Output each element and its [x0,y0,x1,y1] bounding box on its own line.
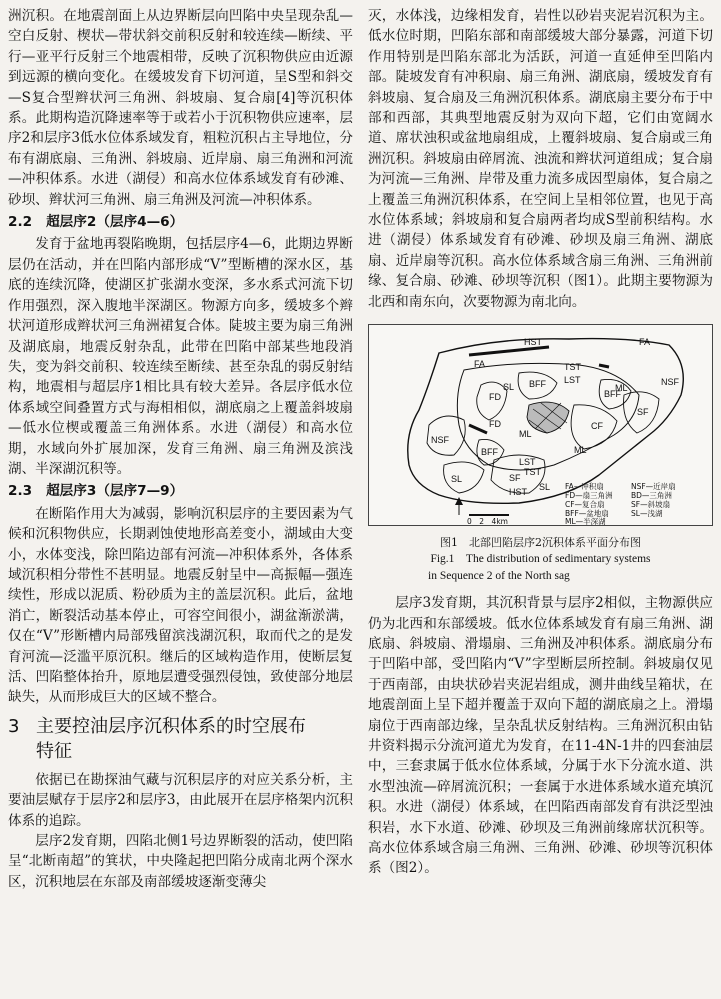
legend-item: NSF—近岸扇 [631,482,676,492]
map-label: FA [639,337,651,348]
scale-label: 0 2 4km [467,517,508,526]
fault-line [469,347,549,355]
map-label: CF [591,421,603,432]
legend-item: SF—斜坡扇 [631,500,671,510]
map-label: FD [489,419,501,430]
map-label: SL [503,382,515,393]
paragraph: 依据已在勘探油气藏与沉积层序的对应关系分析，主要油层赋存于层序2和层序3，由此展开在层序格架内沉积体系的追踪。 [8,771,353,829]
left-column [8,6,353,892]
map-label: LST [564,375,581,386]
map-label: SL [451,474,463,485]
hatched-area [527,402,569,433]
fault-line [469,425,487,433]
map-label: BFF [481,447,498,458]
caption-en-1: Fig.1 The distribution of sedimentary systems [430,553,651,566]
figure-1-map [368,324,713,526]
paragraph: 在断陷作用大为减弱，影响沉积层序的主要因素为气候和沉积物供应，长期剥蚀使地形高差变小，湖域由大变小，水体变浅，除凹陷边部有河流—冲积体系外，各体系域沉积相分带性不甚明显。地震反射呈中—高振幅—强连续性，形成以泥质、粉砂质为主的盖层沉积。此后，盆地消亡，断裂活动基本停止，可容空间很小，湖盆渐淤满，仅在“V”形断槽内局部残留滨浅湖沉积，取而代之的是发育河流—泛滥平原沉积。继后的区域构造作用，使断层复活、凹陷整体抬升，原地层遭受强烈侵蚀，致使部分地层缺失，从而形成巨大的区域不整合。 [8,505,353,706]
paragraph: 层序2发育期，四陷北侧1号边界断裂的活动，使凹陷呈“北断南超”的箕状，中央隆起把凹陷分成南北两个深水区，沉积地层在东部及南部缓坡逐渐变薄尖 [8,833,353,890]
legend-item: SL—浅湖 [631,509,663,519]
map-label: TST [564,362,581,373]
paragraph: 层序3发育期，其沉积背景与层序2相似，主物源供应仍为北西和东部缓坡。低水位体系域发育有扇三角洲、湖底扇、斜坡扇、滑塌扇、三角洲及冲积体系。湖底扇分布于凹陷中部，受凹陷内“V”字型断层所控制。斜坡扇仅见于西南部，由块状砂岩夹泥岩组成，测井曲线呈箱状，在地震剖面上呈下超并覆盖于双向下超的湖底扇之上。滑塌扇位于西南部边缘，呈杂乱状反射结构。三角洲沉积由钻井资料揭示分流河道尤为发育，在11-4N-1井的四套油层中，三套隶属于低水位体系域，分属于水下分流水道、洪水型浊流—碎屑流沉积；一套属于水进体系域水道充填沉积。水进（湖侵）体系域，在凹陷西南部发育有洪泛型浊积岩，水下水道、砂滩、砂坝及三角洲前缘席状沉积等。高水位体系域含扇三角洲、三角洲、砂滩、砂坝等沉积体系（图2）。 [368,595,713,877]
map-label: SL [539,482,551,493]
legend-item: BFF—盆地扇 [565,509,609,519]
map-label: TST [524,467,541,478]
map-label: ML [574,445,587,456]
map-label: FD [489,392,501,403]
map-label: LST [519,457,536,468]
legend-item: ML—半深湖 [565,517,606,526]
map-label: ML [615,383,628,394]
figure-caption [368,534,713,585]
map-label: NSF [661,377,679,388]
legend-item: FD—扇三角洲 [565,491,613,501]
legend-item: CF—复合扇 [565,500,605,510]
map-label: HST [509,487,527,498]
section-heading-3: 3 主要控油层序沉积体系的时空展布 特征 [8,715,306,762]
fault-line [599,365,609,367]
section-heading-2-2: 2.2 超层序2（层序4—6） [8,214,184,231]
section-heading-2-3: 2.3 超层序3（层序7—9） [8,483,184,500]
paragraph: 灭，水体浅，边缘相发育，岩性以砂岩夹泥岩沉积为主。低水位时期，凹陷东部和南部缓坡大部分暴露，河道下切作用特别是凹陷东部北为活跃，河道一直延伸至凹陷内部。陡坡发育有冲积扇、扇三角洲、湖底扇，缓坡发育有斜坡扇、复合扇及三角洲沉积体系。湖底扇主要分布于中部和西部，其典型地震反射为双向下超，它们由宽阔水道、席状浊积或盆地扇组成，上覆斜坡扇、复合扇或三角洲沉积。斜坡扇由碎屑流、浊流和辫状河道组成；复合扇为河流—三角洲、岸带及重力流多成因型扇体，复合扇之上覆盖三角洲沉积体系，在空间上呈相邻位置，也见于高水位体系域；斜坡扇和复合扇两者均成S型前积结构。水进（湖侵）体系域发育有砂滩、砂坝及扇三角洲、湖底扇、近岸扇等沉积。高水位体系域含扇三角洲、三角洲前缘、复合扇、砂滩、砂坝等沉积（图1）。此期主要物源为北西和南东向，次要物源为南北向。 [368,8,713,310]
map-label: BFF [604,389,621,400]
legend-item: FA—冲积扇 [565,482,604,492]
legend-item: BD—三角洲 [631,491,672,501]
paragraph: 发育于盆地再裂陷晚期，包括层序4—6，此期边界断层仍在活动，并在凹陷内部形成“V”型断槽的深水区，基底的连续沉降，使湖区扩张湖水变深，多水系式河流下切作用强烈，深入腹地半深湖区。物源方向多，缓坡多个辫状河道形成辫状河三角洲裙复合体。陡坡主要为扇三角洲及湖底扇，地震反射杂乱，此带在凹陷中部某些地段消失，变为斜交前积、较连续至断续、甚至杂乱的弱反射结构，地震相与超层序1相比具有较大差异。各层序低水位体系域空间叠置方式与海相相似，湖底扇之上覆盖斜坡扇—低水位楔或覆盖三角洲体系。水进（湖侵）和高水位期，水域向外扩展加深，发育三角洲、扇三角洲及滨浅湖、半深湖沉积等。 [8,236,353,477]
map-label: BFF [529,379,546,390]
right-column [368,6,713,879]
map-legend [565,481,676,525]
map-label: NSF [431,435,449,446]
map-label: SF [509,473,521,484]
map-label: ML [519,429,532,440]
sedimentary-map [369,325,714,525]
paragraph: 洲沉积。在地震剖面上从边界断层向凹陷中央呈现杂乱—空白反射、楔状—带状斜交前积反射和较连续—断续、平行—亚平行反射三个地震相带，反映了沉积物供应由近源到远源的横向变化。在缓坡发育下切河道，呈S型和斜交—S复合型辫状河三角洲、斜坡扇、复合扇[4]等沉积体系。此期构造沉降速率等于或若小于沉积物供应速率，层序2和层序3低水位体系域发育，粗粒沉积占主导地位，分布有湖底扇、三角洲、斜坡扇、近岸扇、扇三角洲和河流—冲积体系。水进（湖侵）和高水位体系域发育有砂滩、砂坝、辫状河三角洲、扇三角洲及河流—冲积体系。 [8,8,353,208]
map-label: HST [524,337,542,348]
fan-outline [444,462,484,493]
caption-en-2: in Sequence 2 of the North sag [428,570,570,583]
map-label: FA [474,359,486,370]
map-label: SF [637,407,649,418]
caption-cn: 图1 北部凹陷层序2沉积体系平面分布图 [440,536,641,550]
